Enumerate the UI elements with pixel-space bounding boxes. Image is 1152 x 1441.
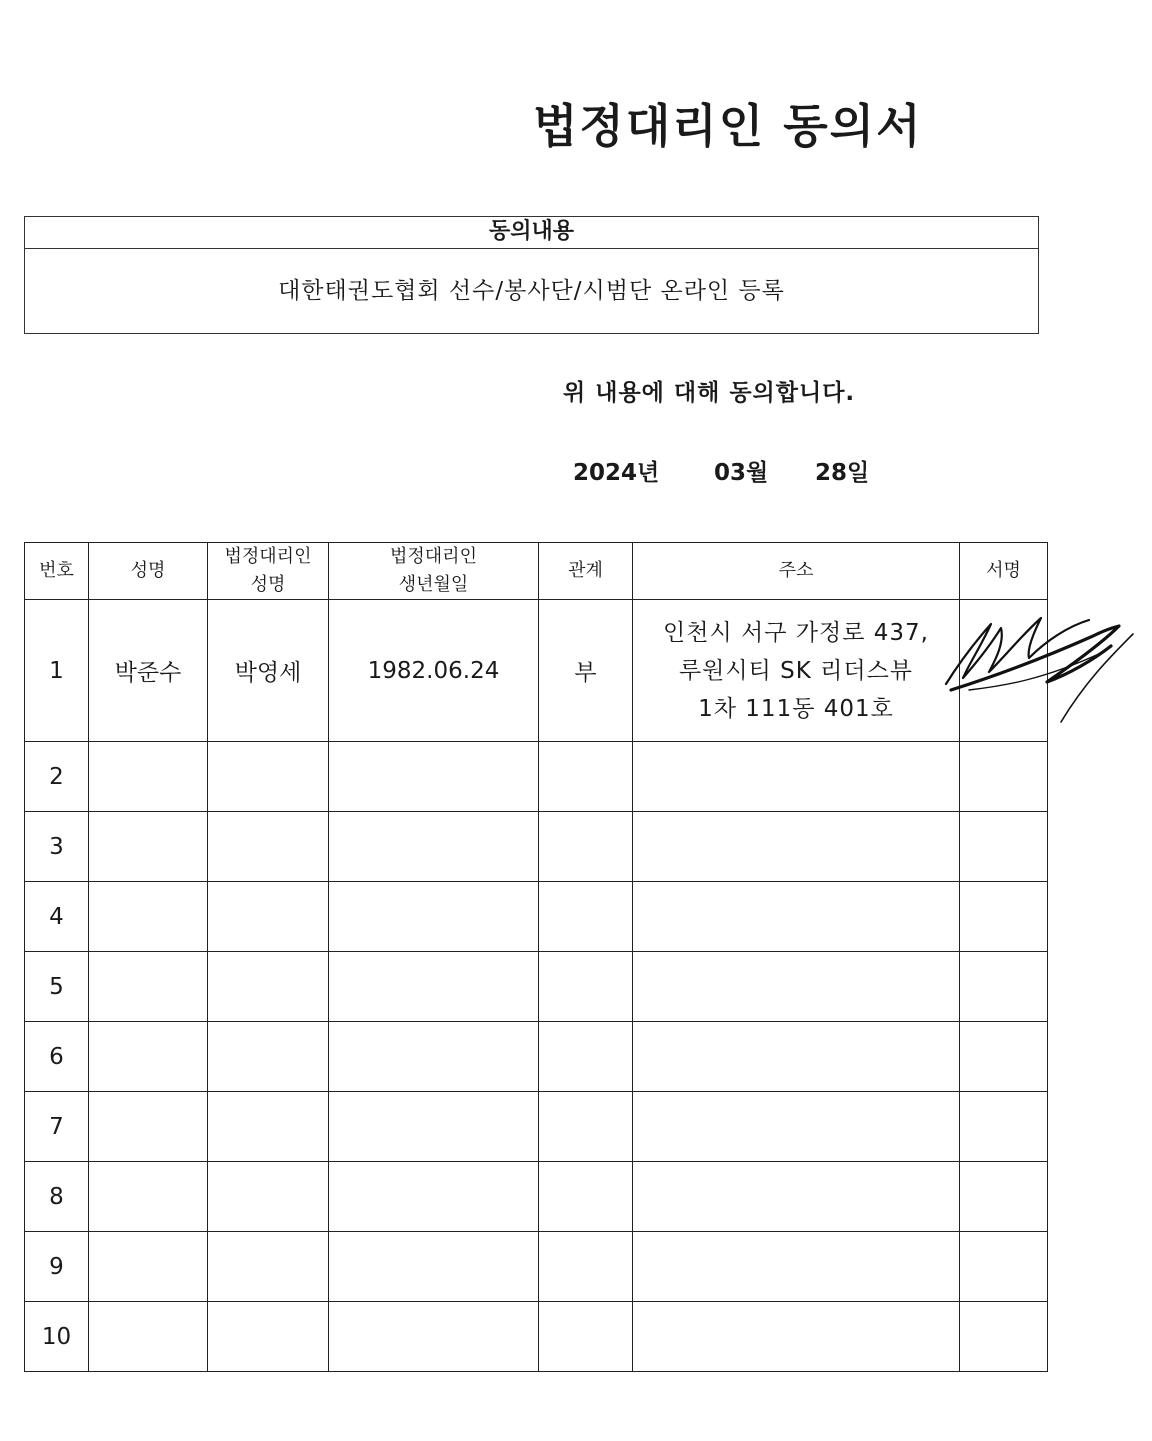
- row-address: [633, 742, 960, 812]
- consent-box: [24, 216, 1039, 334]
- row-name: [89, 1092, 208, 1162]
- header-guardian-birth-line2: 생년월일: [398, 574, 469, 595]
- header-guardian-name: [208, 543, 329, 600]
- row-name: [89, 1232, 208, 1302]
- address-line-1: 인천시 서구 가정로 437,: [663, 619, 929, 646]
- table-row: [25, 1022, 1048, 1092]
- row-relation: [539, 1162, 633, 1232]
- consent-content: 대한태권도협회 선수/봉사단/시범단 온라인 등록: [278, 278, 785, 304]
- table-row: [25, 1162, 1048, 1232]
- row-relation: [539, 812, 633, 882]
- row-address: [633, 1302, 960, 1372]
- row-signature-cell: [960, 882, 1048, 952]
- row-guardian-birth: [329, 1162, 539, 1232]
- row-number: 4: [25, 882, 89, 952]
- table-row: [25, 742, 1048, 812]
- row-number: 2: [25, 742, 89, 812]
- header-guardian-birth-line1: 법정대리인: [390, 546, 477, 567]
- row-address: [633, 1092, 960, 1162]
- row-signature-cell: [960, 742, 1048, 812]
- row-relation: [539, 1302, 633, 1372]
- row-guardian-birth: [329, 1232, 539, 1302]
- consent-header: 동의내용: [25, 217, 1038, 249]
- row-guardian-name: [208, 1022, 329, 1092]
- header-relation: 관계: [539, 543, 633, 600]
- row-relation: [539, 1022, 633, 1092]
- address-line-3: 1차 111동 401호: [698, 695, 894, 722]
- header-address: 주소: [633, 543, 960, 600]
- row-address: [633, 882, 960, 952]
- handwritten-signature: [943, 598, 1143, 726]
- table-row: [25, 812, 1048, 882]
- table-header-row: [25, 543, 1048, 600]
- date-day: 28일: [815, 460, 870, 486]
- row-guardian-name: [208, 812, 329, 882]
- row-guardian-name: [208, 1162, 329, 1232]
- table-row: [25, 952, 1048, 1022]
- row-signature-cell: [960, 1092, 1048, 1162]
- row-address: [633, 600, 960, 742]
- header-number: 번호: [25, 543, 89, 600]
- table-row: [25, 1232, 1048, 1302]
- table-row: [25, 600, 1048, 742]
- registration-table: [24, 542, 1048, 1372]
- row-name: [89, 882, 208, 952]
- row-guardian-birth: [329, 1092, 539, 1162]
- row-name: 박준수: [89, 600, 208, 742]
- row-guardian-birth: [329, 742, 539, 812]
- date-month: 03월: [714, 460, 769, 486]
- header-signature: 서명: [960, 543, 1048, 600]
- row-address: [633, 812, 960, 882]
- row-signature-cell: [960, 1302, 1048, 1372]
- row-guardian-birth: [329, 1022, 539, 1092]
- row-number: 3: [25, 812, 89, 882]
- signature-stroke-2: [951, 626, 1119, 690]
- row-guardian-birth: 1982.06.24: [329, 600, 539, 742]
- row-name: [89, 1162, 208, 1232]
- row-guardian-birth: [329, 952, 539, 1022]
- row-guardian-birth: [329, 812, 539, 882]
- address-line-2: 루원시티 SK 리더스뷰: [678, 657, 914, 684]
- header-name: 성명: [89, 543, 208, 600]
- table-row: [25, 882, 1048, 952]
- date-year: 2024년: [573, 460, 660, 486]
- row-name: [89, 1302, 208, 1372]
- row-signature-cell: [960, 812, 1048, 882]
- row-guardian-name: [208, 1232, 329, 1302]
- row-guardian-name: [208, 882, 329, 952]
- header-guardian-birth: [329, 543, 539, 600]
- row-signature-cell: [960, 1232, 1048, 1302]
- row-guardian-name: [208, 1092, 329, 1162]
- row-number: 5: [25, 952, 89, 1022]
- row-guardian-birth: [329, 882, 539, 952]
- row-relation: [539, 742, 633, 812]
- row-guardian-name: [208, 742, 329, 812]
- header-guardian-name-line2: 성명: [250, 574, 286, 595]
- row-number: 1: [25, 600, 89, 742]
- row-guardian-name: [208, 1302, 329, 1372]
- row-relation: [539, 952, 633, 1022]
- row-number: 9: [25, 1232, 89, 1302]
- row-guardian-name: [208, 952, 329, 1022]
- row-number: 10: [25, 1302, 89, 1372]
- row-relation: [539, 1232, 633, 1302]
- row-relation: 부: [539, 600, 633, 742]
- document-title: 법정대리인 동의서: [533, 99, 923, 153]
- header-guardian-name-line1: 법정대리인: [224, 546, 312, 567]
- row-signature-cell: [960, 1022, 1048, 1092]
- row-relation: [539, 1092, 633, 1162]
- row-name: [89, 812, 208, 882]
- row-address: [633, 1162, 960, 1232]
- row-number: 7: [25, 1092, 89, 1162]
- row-number: 6: [25, 1022, 89, 1092]
- row-number: 8: [25, 1162, 89, 1232]
- agreement-statement: 위 내용에 대해 동의합니다.: [563, 380, 856, 406]
- row-signature-cell: [960, 1162, 1048, 1232]
- row-guardian-birth: [329, 1302, 539, 1372]
- row-name: [89, 952, 208, 1022]
- table-row: [25, 1302, 1048, 1372]
- row-address: [633, 1232, 960, 1302]
- row-guardian-name: 박영세: [208, 600, 329, 742]
- table-row: [25, 1092, 1048, 1162]
- row-name: [89, 1022, 208, 1092]
- row-signature-cell: [960, 952, 1048, 1022]
- row-address: [633, 952, 960, 1022]
- row-relation: [539, 882, 633, 952]
- row-address: [633, 1022, 960, 1092]
- row-name: [89, 742, 208, 812]
